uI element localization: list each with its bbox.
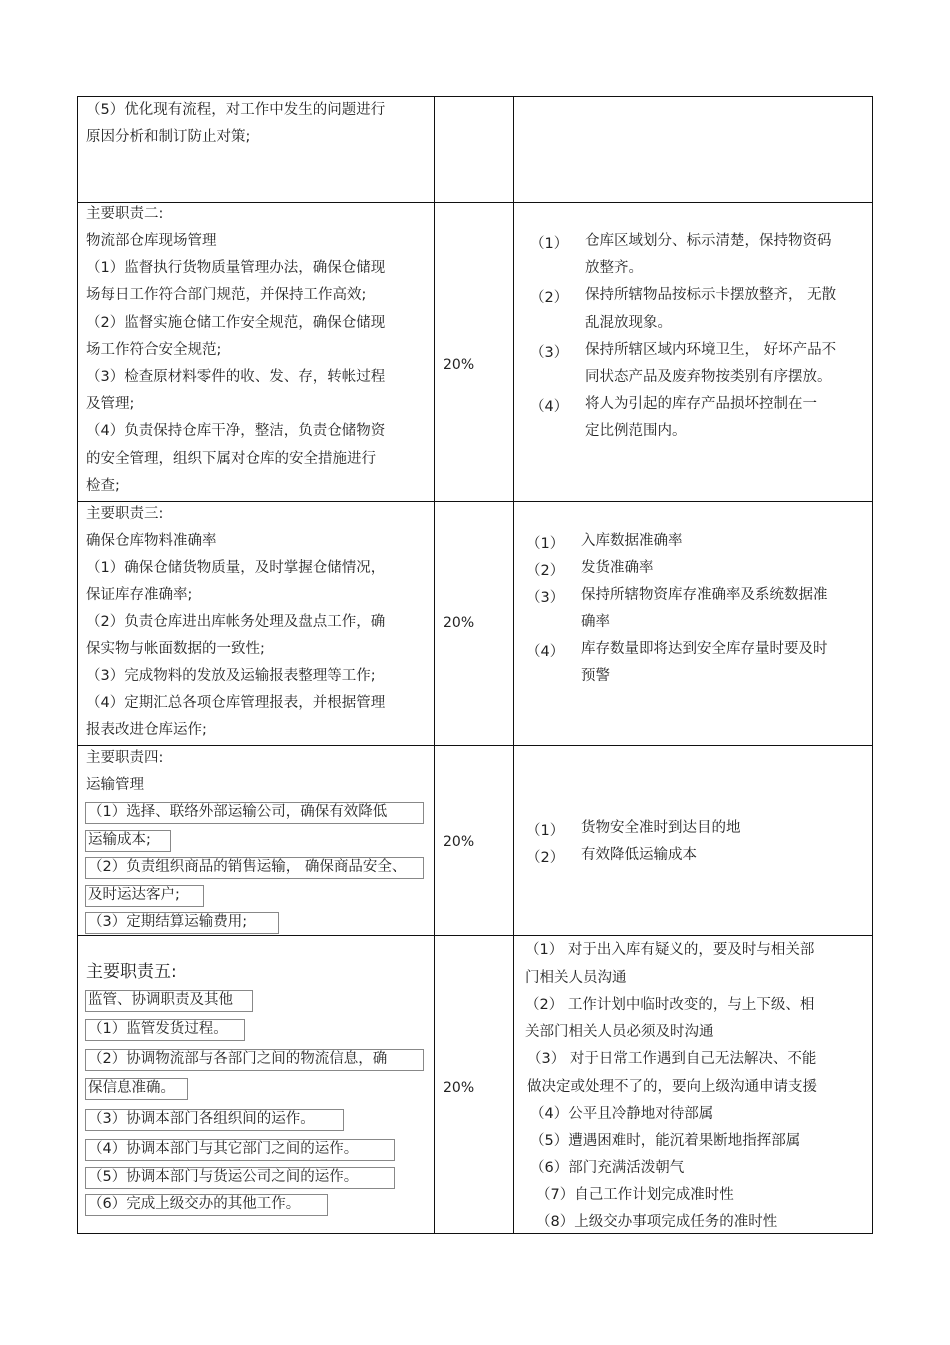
duty-line: （6）完成上级交办的其他工作。 — [85, 1194, 328, 1216]
duty-line: 物流部仓库现场管理 — [86, 233, 217, 249]
duty-heading: 主要职责五: — [86, 962, 177, 982]
duty-line: 场每日工作符合部门规范，并保持工作高效; — [86, 287, 367, 303]
duty-line: （2）负责组织商品的销售运输， 确保商品安全、 — [85, 857, 424, 879]
criteria-line: （4）公平且冷静地对待部属 — [530, 1106, 714, 1122]
duty-heading: 主要职责三: — [86, 506, 164, 522]
duty-line: 及时运达客户; — [85, 885, 204, 907]
criteria-number: （2） — [526, 850, 565, 866]
duty-line: （1）监督执行货物质量管理办法，确保仓储现 — [86, 260, 386, 276]
duty-line: 监管、协调职责及其他 — [85, 990, 253, 1012]
criteria-line: 定比例范围内。 — [585, 423, 687, 439]
criteria-line: 关部门相关人员必须及时沟通 — [525, 1024, 714, 1040]
duty-line: （5）优化现有流程，对工作中发生的问题进行 — [86, 102, 386, 118]
duty-line: （4）协调本部门与其它部门之间的运作。 — [85, 1139, 395, 1161]
row-divider — [78, 935, 872, 936]
weight-value: 20% — [443, 1080, 475, 1096]
duty-line: （2）协调物流部与各部门之间的物流信息，确 — [85, 1049, 424, 1071]
weight-value: 20% — [443, 357, 475, 373]
criteria-number: （4） — [526, 644, 565, 660]
criteria-line: 有效降低运输成本 — [581, 847, 697, 863]
criteria-line: 保持所辖区域内环境卫生， 好坏产品不 — [585, 342, 837, 358]
criteria-line: 预警 — [581, 668, 610, 684]
duty-line: 的安全管理，组织下属对仓库的安全措施进行 — [86, 451, 376, 467]
duty-line: 确保仓库物料准确率 — [86, 533, 217, 549]
criteria-line: 发货准确率 — [581, 560, 654, 576]
criteria-number: （1） — [530, 236, 569, 252]
criteria-line: 确率 — [581, 614, 610, 630]
criteria-number: （2） — [530, 290, 569, 306]
criteria-line: （7）自己工作计划完成准时性 — [536, 1187, 734, 1203]
criteria-number: （4） — [530, 399, 569, 415]
criteria-line: 保持所辖物品按标示卡摆放整齐， 无散 — [585, 287, 837, 303]
criteria-line: 门相关人员沟通 — [525, 970, 627, 986]
criteria-line: 货物安全准时到达目的地 — [581, 820, 741, 836]
duty-line: （3）定期结算运输费用; — [85, 912, 279, 934]
criteria-line: 仓库区域划分、标示清楚，保持物资码 — [585, 233, 832, 249]
row-divider — [78, 501, 872, 502]
criteria-number: （2） — [526, 563, 565, 579]
criteria-line: （3） 对于日常工作遇到自己无法解决、不能 — [527, 1051, 817, 1067]
criteria-line: （5）遭遇困难时，能沉着果断地指挥部属 — [530, 1133, 801, 1149]
duty-line: 保信息准确。 — [85, 1078, 188, 1100]
weight-value: 20% — [443, 615, 475, 631]
duty-heading: 主要职责二: — [86, 206, 164, 222]
criteria-line: 将人为引起的库存产品损坏控制在一 — [585, 396, 817, 412]
column-divider — [513, 97, 514, 1233]
duty-line: 运输管理 — [86, 777, 144, 793]
criteria-line: 保持所辖物资库存准确率及系统数据准 — [581, 587, 828, 603]
duty-heading: 主要职责四: — [86, 750, 164, 766]
duty-line: （3）完成物料的发放及运输报表整理等工作; — [86, 668, 376, 684]
criteria-number: （1） — [526, 536, 565, 552]
duty-line: （1）监管发货过程。 — [85, 1019, 245, 1041]
criteria-number: （3） — [530, 345, 569, 361]
criteria-line: （8）上级交办事项完成任务的准时性 — [536, 1214, 778, 1230]
duty-line: 保证库存准确率; — [86, 587, 193, 603]
duty-line: （4）负责保持仓库干净，整洁，负责仓储物资 — [86, 423, 386, 439]
duty-line: 保实物与帐面数据的一致性; — [86, 641, 265, 657]
duty-line: 运输成本; — [85, 830, 171, 852]
criteria-line: （1） 对于出入库有疑义的，要及时与相关部 — [525, 942, 815, 958]
criteria-line: 乱混放现象。 — [585, 315, 672, 331]
duty-line: （2）负责仓库进出库帐务处理及盘点工作，确 — [86, 614, 386, 630]
duty-line: （2）监督实施仓储工作安全规范，确保仓储现 — [86, 315, 386, 331]
duty-line: （1）确保仓储货物质量，及时掌握仓储情况， — [86, 560, 386, 576]
duty-line: 报表改进仓库运作; — [86, 722, 207, 738]
responsibility-table — [77, 96, 873, 1234]
duty-line: 及管理; — [86, 396, 135, 412]
duty-line: 场工作符合安全规范; — [86, 342, 222, 358]
duty-line: （1）选择、联络外部运输公司，确保有效降低 — [85, 802, 424, 824]
duty-line: （3）检查原材料零件的收、发、存，转帐过程 — [86, 369, 386, 385]
criteria-line: 入库数据准确率 — [581, 533, 683, 549]
criteria-number: （3） — [526, 590, 565, 606]
row-divider — [78, 745, 872, 746]
criteria-line: 库存数量即将达到安全库存量时要及时 — [581, 641, 828, 657]
criteria-line: （6）部门充满活泼朝气 — [530, 1160, 685, 1176]
criteria-line: 做决定或处理不了的，要向上级沟通申请支援 — [527, 1079, 817, 1095]
criteria-line: 同状态产品及废弃物按类别有序摆放。 — [585, 369, 832, 385]
duty-line: （3）协调本部门各组织间的运作。 — [85, 1109, 344, 1131]
weight-value: 20% — [443, 834, 475, 850]
row-divider — [78, 202, 872, 203]
criteria-line: （2） 工作计划中临时改变的，与上下级、相 — [525, 997, 815, 1013]
duty-line: （4）定期汇总各项仓库管理报表，并根据管理 — [86, 695, 386, 711]
duty-line: （5）协调本部门与货运公司之间的运作。 — [85, 1167, 395, 1189]
criteria-number: （1） — [526, 823, 565, 839]
column-divider — [434, 97, 435, 1233]
criteria-line: 放整齐。 — [585, 260, 643, 276]
duty-line: 检查; — [86, 478, 120, 494]
duty-line: 原因分析和制订防止对策; — [86, 129, 251, 145]
